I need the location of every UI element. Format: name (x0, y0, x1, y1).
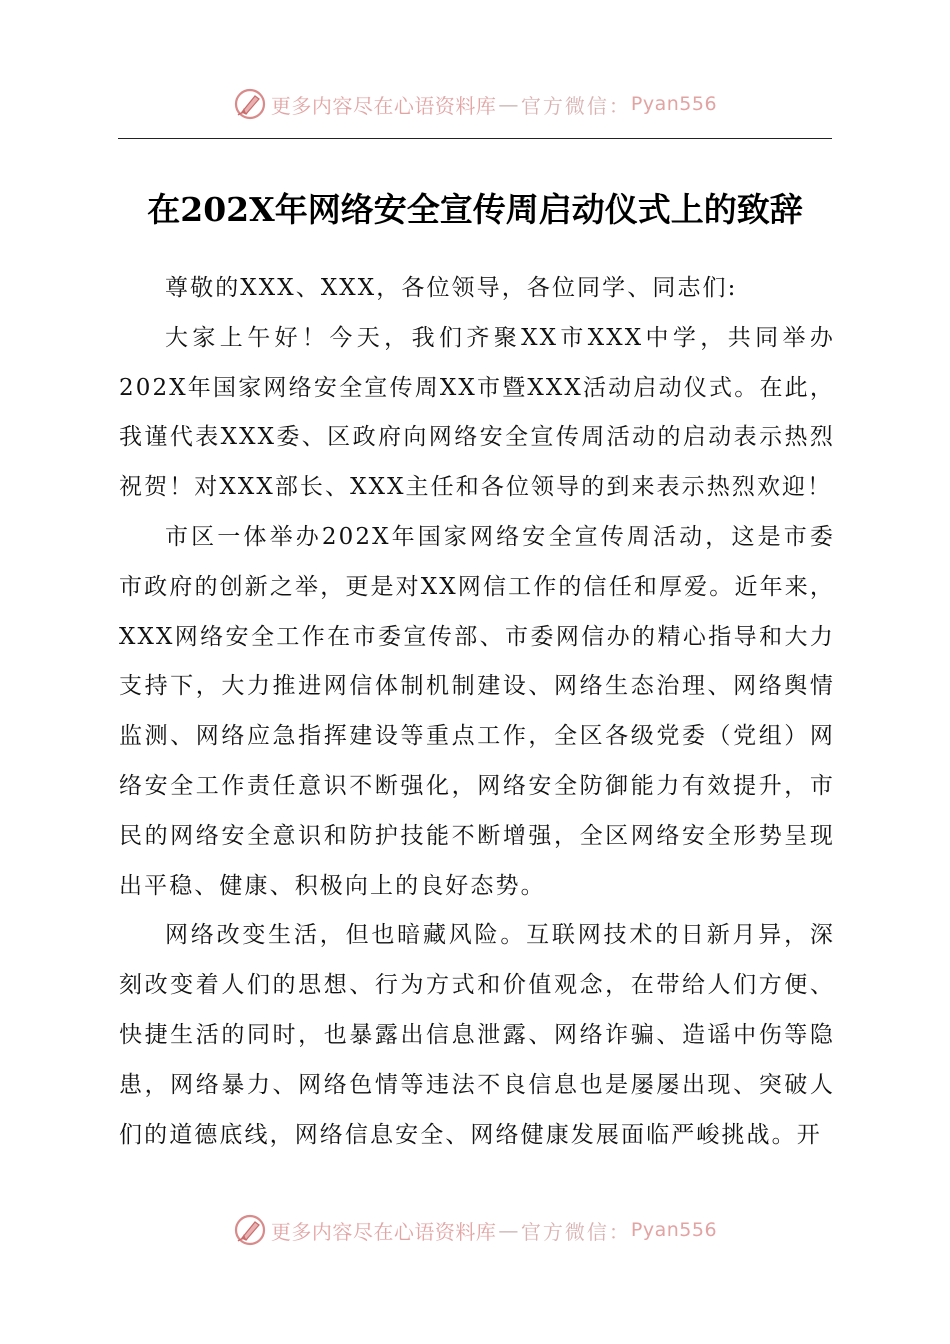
watermark-separator: — (498, 92, 519, 116)
watermark-brand: 更多内容尽在心语资料库 (270, 1219, 497, 1244)
pen-logo-icon (233, 1213, 267, 1247)
watermark-wechat-id: Pyan556 (630, 1219, 718, 1241)
document-title: 在202X年网络安全宣传周启动仪式上的致辞 (147, 190, 803, 229)
watermark-brand: 更多内容尽在心语资料库 (270, 93, 497, 118)
watermark-wechat-label: 官方微信： (520, 1219, 631, 1244)
document-body (119, 264, 835, 1160)
body-paragraph: 网络改变生活，但也暗藏风险。互联网技术的日新月异，深刻改变着人们的思想、行为方式和价值观念，在带给人们方便、快捷生活的同时，也暴露出信息泄露、网络诈骗、造谣中伤等隐患，网络暴力、网络色情等违法不良信息也是屡屡出现、突破人们的道德底线，网络信息安全、网络健康发展面临严峻挑战。开 (119, 922, 835, 1148)
header-watermark (0, 84, 950, 124)
watermark-wechat-id: Pyan556 (630, 93, 718, 115)
watermark-wechat-label: 官方微信： (520, 93, 631, 118)
pen-logo-icon (233, 87, 267, 121)
watermark-separator: — (498, 1218, 519, 1242)
header-divider (118, 138, 832, 139)
body-paragraph: 市区一体举办202X年国家网络安全宣传周活动，这是市委市政府的创新之举，更是对XX网信工作的信任和厚爱。近年来，XXX网络安全工作在市委宣传部、市委网信办的精心指导和大力支持下，大力推进网信体制机制建设、网络生态治理、网络舆情监测、网络应急指挥建设等重点工作，全区各级党委（党组）网络安全工作责任意识不断强化，网络安全防御能力有效提升，市民的网络安全意识和防护技能不断增强，全区网络安全形势呈现出平稳、健康、积极向上的良好态势。 (119, 523, 835, 899)
salutation-paragraph: 尊敬的XXX、XXX，各位领导，各位同学、同志们: (165, 275, 738, 301)
footer-watermark (0, 1210, 950, 1250)
body-paragraph: 大家上午好！今天，我们齐聚XX市XXX中学，共同举办202X年国家网络安全宣传周XX市暨XXX活动启动仪式。在此，我谨代表XXX委、区政府向网络安全宣传周活动的启动表示热烈祝贺！对XXX部长、XXX主任和各位领导的到来表示热烈欢迎！ (119, 324, 835, 501)
